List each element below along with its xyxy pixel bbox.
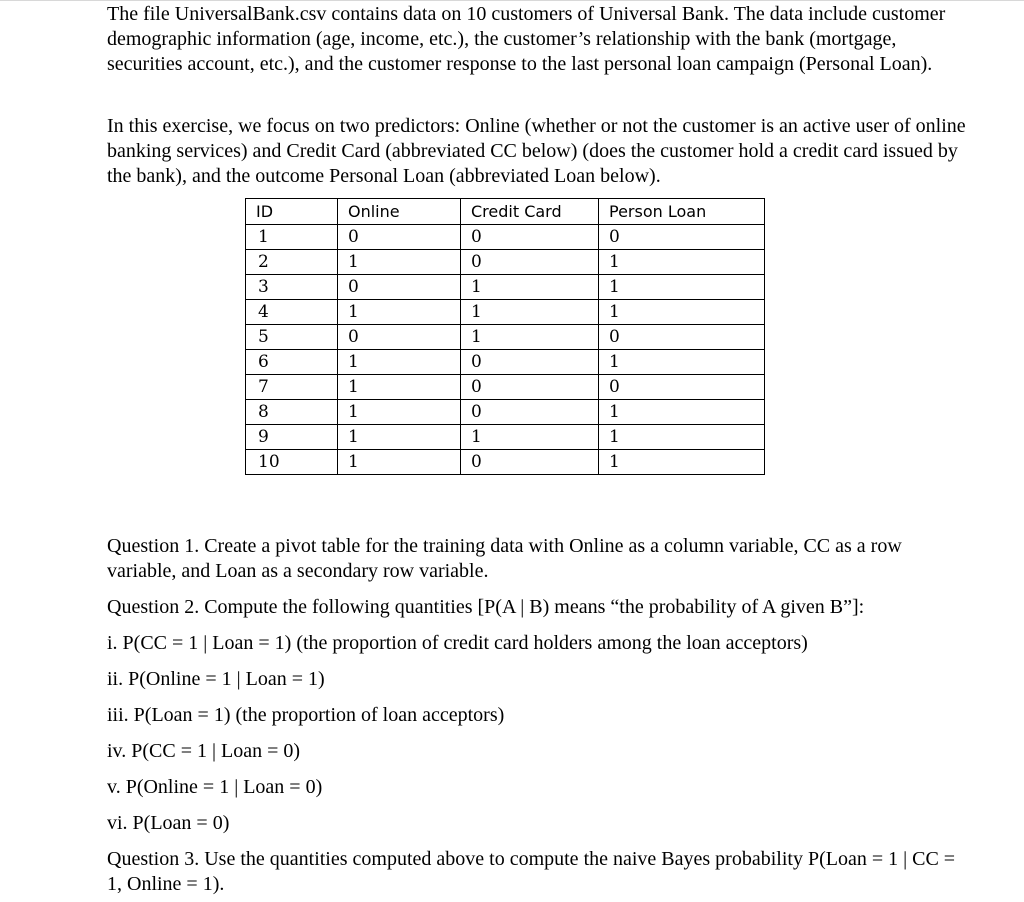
cell-online: 1 — [338, 250, 461, 275]
cell-credit-card: 1 — [461, 425, 599, 450]
cell-online: 1 — [338, 375, 461, 400]
cell-online: 0 — [338, 325, 461, 350]
cell-credit-card: 1 — [461, 300, 599, 325]
header-id: ID — [246, 199, 338, 225]
cell-online: 1 — [338, 425, 461, 450]
question-2-item-v: v. P(Online = 1 | Loan = 0) — [107, 776, 323, 798]
cell-credit-card: 0 — [461, 450, 599, 475]
question-2: Question 2. Compute the following quantities [P(A | B) means “the probability of A given B”]: — [107, 596, 865, 618]
cell-person-loan: 1 — [599, 250, 765, 275]
cell-person-loan: 0 — [599, 375, 765, 400]
cell-person-loan: 1 — [599, 450, 765, 475]
question-2-item-i: i. P(CC = 1 | Loan = 1) (the proportion of credit card holders among the loan acceptors) — [107, 632, 808, 654]
cell-person-loan: 1 — [599, 425, 765, 450]
header-credit-card: Credit Card — [461, 199, 599, 225]
cell-id: 7 — [246, 375, 338, 400]
cell-person-loan: 1 — [599, 400, 765, 425]
cell-credit-card: 0 — [461, 400, 599, 425]
cell-id: 1 — [246, 225, 338, 250]
intro-paragraph-1: The file UniversalBank.csv contains data on 10 customers of Universal Bank. The data include customer demographic information (age, income, etc.), the customer’s relationship with the bank (mortgage, securities account, etc.), and the customer response to the last personal loan campaign (Personal Loan). — [107, 3, 946, 75]
intro-paragraph-2: In this exercise, we focus on two predictors: Online (whether or not the customer is an active user of online banking services) and Credit Card (abbreviated CC below) (does the customer hold a credit card issued by the bank), and the outcome Personal Loan (abbreviated Loan below). — [107, 115, 966, 187]
table-row — [246, 325, 765, 350]
table-row — [246, 225, 765, 250]
question-2-item-iii: iii. P(Loan = 1) (the proportion of loan acceptors) — [107, 704, 505, 726]
table-row — [246, 375, 765, 400]
cell-credit-card: 0 — [461, 225, 599, 250]
cell-id: 5 — [246, 325, 338, 350]
cell-online: 1 — [338, 450, 461, 475]
cell-id: 2 — [246, 250, 338, 275]
cell-id: 3 — [246, 275, 338, 300]
cell-id: 6 — [246, 350, 338, 375]
question-2-item-ii: ii. P(Online = 1 | Loan = 1) — [107, 668, 325, 690]
cell-person-loan: 1 — [599, 350, 765, 375]
cell-online: 1 — [338, 350, 461, 375]
header-person-loan: Person Loan — [599, 199, 765, 225]
cell-credit-card: 1 — [461, 275, 599, 300]
question-2-item-vi: vi. P(Loan = 0) — [107, 812, 230, 834]
table-row — [246, 450, 765, 475]
cell-credit-card: 0 — [461, 250, 599, 275]
cell-credit-card: 0 — [461, 350, 599, 375]
table-row — [246, 400, 765, 425]
table-row — [246, 350, 765, 375]
cell-credit-card: 0 — [461, 375, 599, 400]
cell-id: 9 — [246, 425, 338, 450]
customer-data-table — [245, 198, 765, 475]
table-row — [246, 275, 765, 300]
cell-online: 1 — [338, 300, 461, 325]
cell-id: 8 — [246, 400, 338, 425]
table-row — [246, 300, 765, 325]
cell-person-loan: 1 — [599, 300, 765, 325]
cell-online: 0 — [338, 275, 461, 300]
top-border — [0, 0, 1024, 1]
cell-credit-card: 1 — [461, 325, 599, 350]
cell-person-loan: 1 — [599, 275, 765, 300]
cell-online: 0 — [338, 225, 461, 250]
table-row — [246, 425, 765, 450]
cell-online: 1 — [338, 400, 461, 425]
cell-person-loan: 0 — [599, 325, 765, 350]
question-1: Question 1. Create a pivot table for the training data with Online as a column variable, CC as a row variable, and Loan as a secondary row variable. — [107, 535, 902, 582]
header-online: Online — [338, 199, 461, 225]
question-2-item-iv: iv. P(CC = 1 | Loan = 0) — [107, 740, 301, 762]
question-3: Question 3. Use the quantities computed above to compute the naive Bayes probability P(Loan = 1 | CC = 1, Online = 1). — [107, 848, 956, 895]
table-header-row — [246, 199, 765, 225]
cell-person-loan: 0 — [599, 225, 765, 250]
cell-id: 4 — [246, 300, 338, 325]
table-row — [246, 250, 765, 275]
cell-id: 10 — [246, 450, 338, 475]
